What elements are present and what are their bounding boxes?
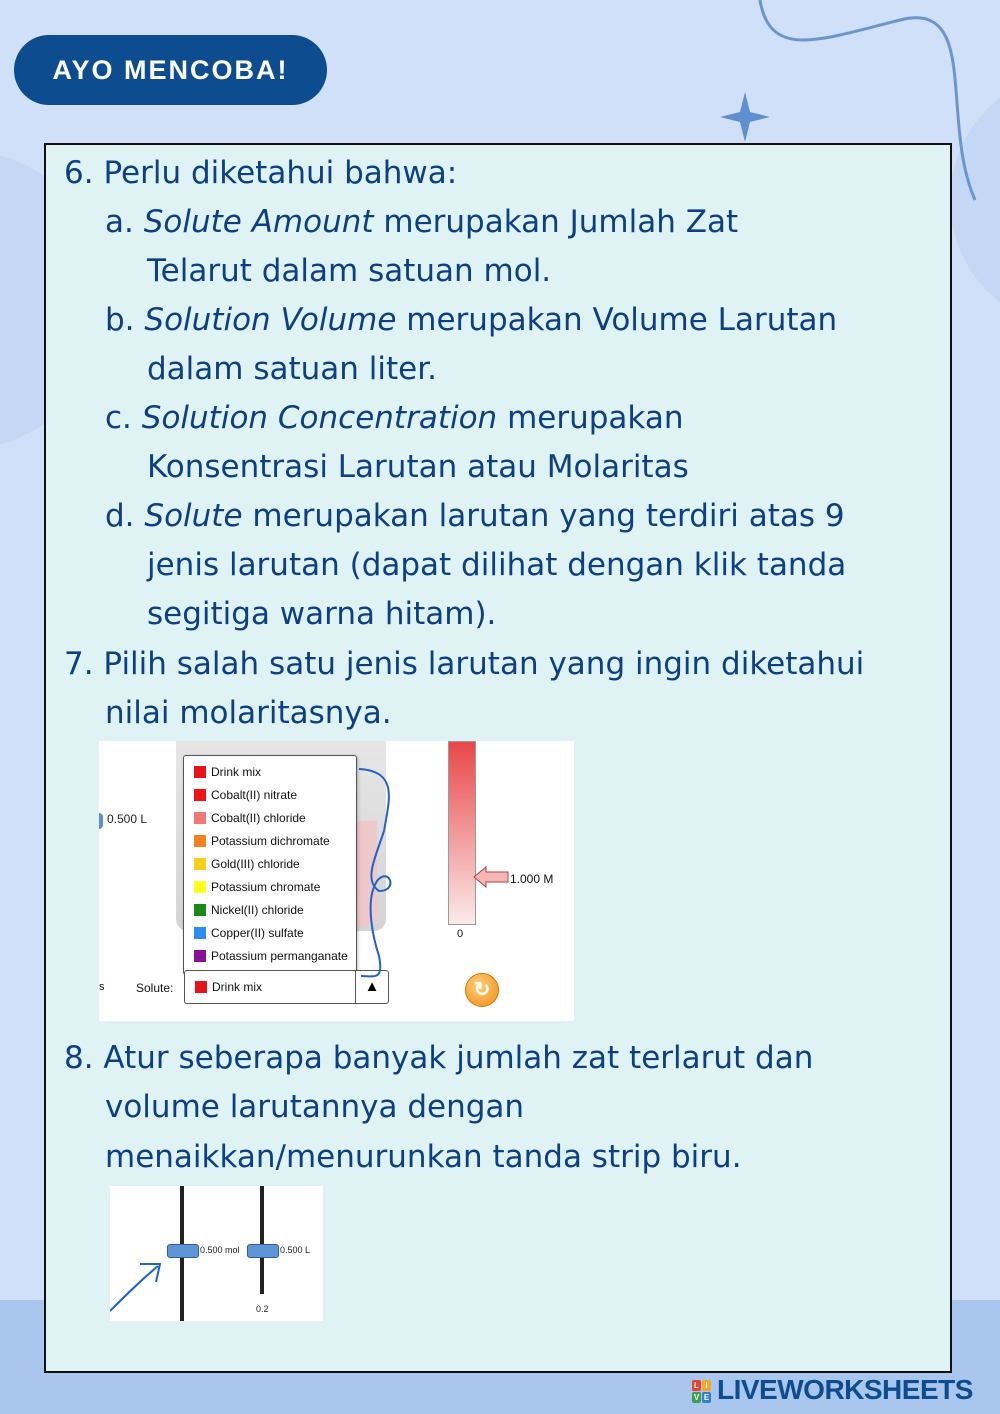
- solute-option-label: Potassium permanganate: [211, 949, 348, 963]
- item6a-text: merupakan Jumlah Zat: [373, 204, 739, 240]
- item6d-line3: segitiga warna hitam).: [147, 596, 497, 632]
- simulation-screenshot: [99, 741, 574, 1021]
- handwritten-arrow: [99, 741, 574, 1021]
- liveworksheets-logo-icon: [692, 1380, 712, 1404]
- item6d-prefix: d.: [105, 498, 135, 534]
- volume-min-label: 0.2: [256, 1304, 269, 1314]
- item6d-term: Solute: [144, 498, 243, 534]
- reset-icon[interactable]: ↻: [465, 973, 499, 1007]
- item6-number: 6.: [64, 155, 94, 191]
- item6c-line2: Konsentrasi Larutan atau Molaritas: [147, 449, 689, 485]
- logo-letter-e: E: [703, 1393, 710, 1402]
- logo-letter-i: I: [702, 1380, 711, 1391]
- item6d-text: merupakan larutan yang terdiri atas 9: [242, 498, 845, 534]
- item6a-line2: Telarut dalam satuan mol.: [147, 253, 552, 289]
- item6-intro-line: [64, 149, 457, 198]
- item8-line2: volume larutannya dengan: [105, 1089, 525, 1125]
- item6c-prefix: c.: [105, 400, 132, 436]
- solute-option-label: Cobalt(II) nitrate: [211, 788, 298, 802]
- item6d-line2: jenis larutan (dapat dilihat dengan klik tanda: [147, 547, 847, 583]
- item6b-text: merupakan Volume Larutan: [396, 302, 838, 338]
- dropdown-triangle-icon[interactable]: ▲: [355, 971, 388, 1003]
- header-badge: AYO MENCOBA!: [14, 35, 327, 105]
- solute-option-label: Copper(II) sulfate: [211, 926, 304, 940]
- item6a-prefix: a.: [105, 204, 134, 240]
- solute-label: Solute:: [136, 981, 174, 995]
- solute-amount-label: 0.500 mol: [200, 1245, 240, 1255]
- item7-line1: 7. Pilih salah satu jenis larutan yang ingin diketahui: [64, 646, 865, 682]
- item6-intro: Perlu diketahui bahwa:: [103, 155, 458, 191]
- sliders-screenshot: [110, 1186, 323, 1321]
- item6c-term: Solution Concentration: [141, 400, 498, 436]
- concentration-value: 1.000 M: [510, 872, 554, 886]
- item8-line3: menaikkan/menurunkan tanda strip biru.: [105, 1139, 742, 1175]
- solute-option-label: Gold(III) chloride: [211, 857, 300, 871]
- item8-line1: 8. Atur seberapa banyak jumlah zat terlarut dan: [64, 1040, 814, 1076]
- liveworksheets-brand[interactable]: LIVEWORKSHEETS: [717, 1374, 973, 1405]
- sparkle-icon: [720, 92, 770, 142]
- item6a-term: Solute Amount: [143, 204, 374, 240]
- item6b-prefix: b.: [105, 302, 135, 338]
- solution-volume-label: 0.500 L: [280, 1245, 311, 1255]
- item6b-line2: dalam satuan liter.: [147, 351, 437, 387]
- solute-option-label: Potassium chromate: [211, 880, 321, 894]
- item6c-text: merupakan: [497, 400, 684, 436]
- item7-line2: nilai molaritasnya.: [105, 695, 392, 731]
- solute-option-label: Drink mix: [211, 765, 261, 779]
- item6d-line1: [105, 492, 845, 541]
- item6c-line1: [105, 394, 683, 443]
- item6b-term: Solution Volume: [144, 302, 397, 338]
- logo-letter-l: L: [692, 1380, 701, 1391]
- selected-solute-label: Drink mix: [212, 980, 262, 994]
- solute-option-label: Cobalt(II) chloride: [211, 811, 306, 825]
- concentration-zero-label: 0: [457, 928, 464, 940]
- volume-label: 0.500 L: [107, 812, 148, 826]
- solute-option-label: Potassium dichromate: [211, 834, 330, 848]
- solute-option-label: Nickel(II) chloride: [211, 903, 304, 917]
- item6b-line1: [105, 296, 837, 345]
- handwritten-arrow: [110, 1186, 323, 1321]
- cut-label: s: [99, 981, 105, 993]
- item6a-line1: [105, 198, 738, 247]
- logo-letter-v: V: [693, 1393, 700, 1402]
